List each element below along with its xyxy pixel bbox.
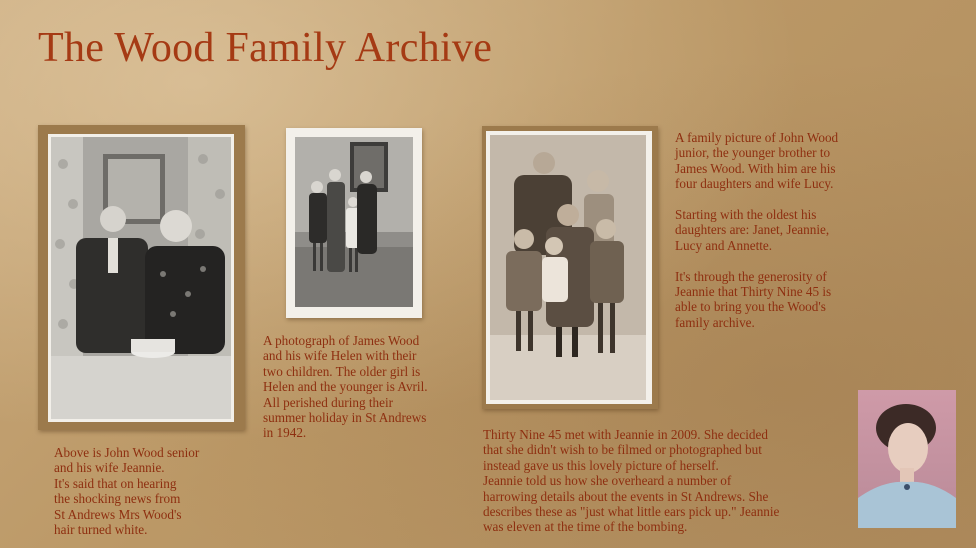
caption-john-wood-junior-family: A family picture of John Wood junior, the younger brother to James Wood. With him are his four daughters and wife Lucy. Starting with the oldest his daughters are: Janet, Jeannie, Lucy and Annette. It's through the generosity of Jeannie that Thirty Nine 45 is able to bring you the Wood's family archive.	[675, 130, 839, 330]
caption-john-wood-senior: Above is John Wood senior and his wife Jeannie. It's said that on hearing the shocking news from St Andrews Mrs Wood's hair turned white.	[54, 445, 200, 538]
caption-jeannie-portrait: Thirty Nine 45 met with Jeannie in 2009. She decided that she didn't wish to be filmed or photographed but instead gave us this lovely picture of herself. Jeannie told us how she overheard a number of harrowing details about the events in St Andrews. She describes these as "just what little ears pick up." Jeannie was eleven at the time of the bombing.	[483, 427, 780, 535]
caption-james-wood-family: A photograph of James Wood and his wife Helen with their two children. The older girl is Helen and the younger is Avril. All perished during their summer holiday in St Andrews in 1942.	[263, 333, 428, 441]
page-title: The Wood Family Archive	[38, 25, 493, 71]
photo-james-wood-family	[295, 137, 413, 307]
photo-john-wood-junior-family	[486, 131, 652, 404]
photo-jeannie-portrait	[858, 390, 956, 528]
photo-john-wood-senior-and-jeannie	[48, 134, 234, 422]
